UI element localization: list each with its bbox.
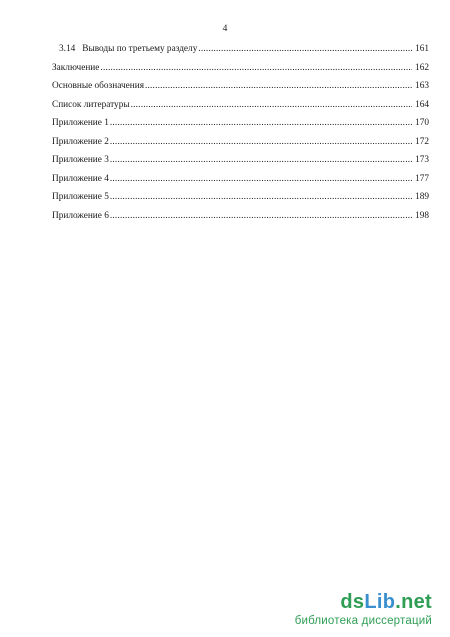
- logo-ds: ds: [340, 590, 365, 613]
- toc-entry-title: Основные обозначения: [52, 81, 144, 91]
- toc-entry: [52, 118, 429, 137]
- toc-leader-dots: [100, 63, 412, 73]
- toc-entry-page: 163: [415, 81, 429, 91]
- toc-leader-dots: [110, 118, 412, 128]
- toc-entry-title: Приложение 6: [52, 210, 109, 221]
- toc-entry-title: Заключение: [52, 62, 100, 73]
- toc-leader-dots: [110, 137, 412, 147]
- toc-entry-page: 172: [415, 136, 429, 147]
- logo-lib: Lib: [364, 590, 396, 613]
- toc-entry: [52, 211, 429, 230]
- toc-entry-page: 162: [415, 62, 429, 73]
- toc-leader-dots: [198, 44, 412, 54]
- toc-entry: [52, 44, 429, 63]
- toc-entry-page: 177: [415, 173, 429, 184]
- dslib-logo: [295, 592, 432, 612]
- toc-entry: [52, 137, 429, 156]
- toc-entry: [52, 63, 429, 82]
- toc-entry-page: 189: [415, 192, 429, 202]
- logo-net: .net: [395, 590, 432, 613]
- toc-entry-title: Приложение 1: [52, 118, 109, 128]
- toc-entry: [52, 192, 429, 211]
- toc-entry-page: 198: [415, 210, 429, 221]
- toc-entry: [52, 81, 429, 100]
- toc-entry-title-text: Выводы по третьему разделу: [82, 44, 198, 54]
- toc-leader-dots: [110, 192, 412, 202]
- page-number: 4: [222, 24, 228, 34]
- toc-entry: [52, 174, 429, 193]
- toc-entry-title: Приложение 3: [52, 155, 109, 165]
- toc-entry-title: Приложение 4: [52, 173, 109, 184]
- toc-entry-number: 3.14: [59, 44, 76, 54]
- toc-leader-dots: [110, 174, 412, 184]
- watermark-tagline: библиотека диссертаций: [294, 614, 432, 627]
- toc-leader-dots: [110, 155, 412, 165]
- toc-entry-title: Приложение 2: [52, 136, 109, 147]
- dslib-watermark: [295, 592, 432, 628]
- toc-leader-dots: [110, 211, 412, 221]
- toc-entry-page: 170: [415, 118, 429, 128]
- toc-entry-page: 161: [415, 44, 429, 54]
- toc-entry-page: 164: [415, 99, 429, 110]
- toc-entry-page: 173: [415, 155, 429, 165]
- toc-entry-title: Список литературы: [52, 99, 130, 110]
- toc-entry: [52, 100, 429, 119]
- toc-entry-title: [52, 44, 197, 54]
- table-of-contents: [52, 44, 429, 229]
- toc-leader-dots: [131, 100, 412, 110]
- toc-entry-title: Приложение 5: [52, 192, 109, 202]
- toc-leader-dots: [145, 81, 412, 91]
- toc-entry: [52, 155, 429, 174]
